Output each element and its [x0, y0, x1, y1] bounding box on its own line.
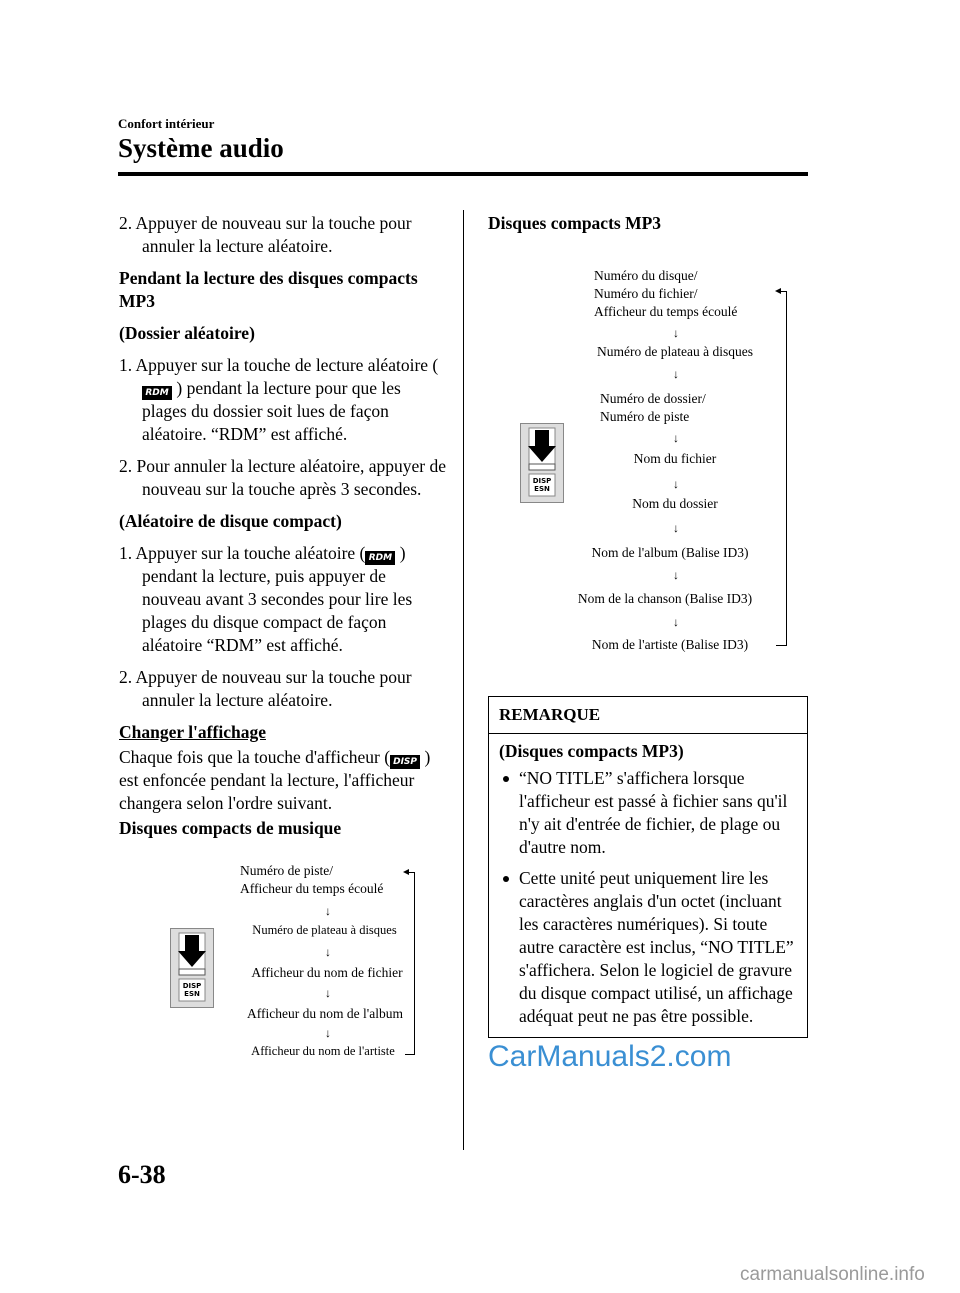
device-label: DISP ESN: [532, 477, 552, 493]
step-text-b: ) pendant la lecture, puis appuyer de nouveau avant 3 secondes pour lire les plages du disque compact de façon aléatoire “RDM” est affiché.: [142, 543, 413, 655]
down-arrow-icon: ↓: [673, 568, 679, 582]
flow-item: Nom de la chanson (Balise ID3): [577, 591, 753, 606]
step-disc-random-2: 2. Appuyer de nouveau sur la touche pour annuler la lecture aléatoire.: [119, 667, 412, 710]
note-box: [488, 696, 808, 1038]
display-paragraph: [119, 746, 449, 815]
flow-item: Numéro de plateau à disques: [597, 344, 753, 359]
rdm-button-icon: RDM: [365, 551, 395, 565]
loop-line: [780, 291, 787, 292]
note-bullet: [499, 867, 801, 1028]
heading-mp3-playback: Pendant la lecture des disques compacts MP3: [119, 268, 418, 311]
music-display-diagram: [170, 862, 430, 1062]
display-button-device: [170, 928, 214, 1008]
column-divider: [463, 210, 464, 1150]
loop-line: [776, 645, 787, 646]
down-arrow-icon: ↓: [325, 904, 331, 918]
loop-line: [414, 872, 415, 1054]
step-text-b: ) pendant la lecture pour que les plages du dossier soit lues de façon aléatoire. “RDM” est affiché.: [142, 378, 401, 444]
note-bullet: [499, 767, 801, 859]
header-rule: [118, 172, 808, 176]
flow-item: Numéro de piste: [600, 409, 690, 424]
note-title: REMARQUE: [489, 697, 807, 734]
left-column: [119, 212, 449, 849]
page-title: Système audio: [118, 133, 284, 163]
para-text-b: ) est enfoncée pendant la lecture, l'afficheur changera selon l'ordre suivant.: [119, 747, 431, 813]
rdm-button-icon: RDM: [142, 386, 172, 400]
flow-item: Nom du fichier: [633, 451, 717, 466]
bullet-text: “NO TITLE” s'affichera lorsque l'afficheur est passé à fichier sans qu'il n'y ait d'entrée de fichier, de plage ou d'autre nom.: [519, 768, 788, 857]
loop-arrowhead-icon: [403, 869, 409, 875]
down-arrow-icon: ↓: [673, 615, 679, 629]
bullet-text: Cette unité peut uniquement lire les caractères anglais d'un octet (incluant les caractères numériques). Si toute autre caractère est inclus, “NO TITLE” s'affichera. Selon le logiciel de gravure du disque compact utilisé, un affichage adéquat peut ne pas être possible.: [519, 868, 794, 1026]
section-label: Confort intérieur: [118, 116, 215, 131]
flow-item: Numéro de piste/: [240, 863, 333, 878]
device-label: DISP ESN: [182, 982, 202, 998]
step-disc-random-1: [119, 542, 449, 657]
flow-item: Numéro de plateau à disques: [252, 923, 397, 937]
loop-arrowhead-icon: [775, 288, 781, 294]
down-arrow-icon: ↓: [673, 367, 679, 381]
flow-item: Numéro de dossier/: [600, 391, 706, 406]
footer-site: carmanualsonline.info: [740, 1264, 925, 1285]
flow-item: Nom du dossier: [632, 496, 718, 511]
flow-item: Afficheur du nom de l'album: [247, 1006, 403, 1021]
watermark-logo: CarManuals2.com: [488, 1040, 732, 1073]
step-text-a: 1. Appuyer sur la touche de lecture aléatoire (: [119, 355, 439, 375]
flow-item: Afficheur du nom de fichier: [251, 965, 403, 980]
down-arrow-icon: ↓: [673, 326, 679, 340]
down-arrow-icon: ↓: [673, 477, 679, 491]
flow-item: Numéro du fichier/: [594, 286, 698, 301]
page-number: 6-38: [118, 1160, 166, 1189]
para-text-a: Chaque fois que la touche d'afficheur (: [119, 747, 391, 767]
step-folder-random-1: [119, 354, 449, 446]
loop-line: [405, 1054, 415, 1055]
down-arrow-icon: ↓: [325, 1026, 331, 1040]
step-folder-random-2: 2. Pour annuler la lecture aléatoire, appuyer de nouveau sur la touche après 3 secondes.: [119, 456, 447, 499]
flow-item: Numéro du disque/: [594, 268, 698, 283]
loop-line: [408, 872, 415, 873]
flow-item: Afficheur du nom de l'artiste: [251, 1044, 395, 1058]
down-arrow-icon: ↓: [673, 431, 679, 445]
flow-item: Nom de l'artiste (Balise ID3): [591, 637, 749, 652]
heading-mp3-cd: Disques compacts MP3: [488, 213, 662, 233]
note-subtitle: (Disques compacts MP3): [499, 741, 684, 761]
heading-folder-random: (Dossier aléatoire): [119, 323, 255, 343]
right-column: [488, 212, 808, 244]
step-text-a: 1. Appuyer sur la touche aléatoire (: [119, 543, 366, 563]
note-body: [489, 734, 807, 1028]
down-arrow-icon: ↓: [325, 986, 331, 1000]
heading-music-cd: Disques compacts de musique: [119, 818, 342, 838]
disp-button-icon: DISP: [390, 755, 420, 769]
flow-item: Afficheur du temps écoulé: [240, 881, 384, 896]
heading-disc-random: (Aléatoire de disque compact): [119, 511, 342, 531]
down-arrow-icon: ↓: [325, 945, 331, 959]
mp3-display-diagram: [520, 267, 790, 657]
bullet-icon: [503, 776, 509, 782]
display-button-device: [520, 423, 564, 503]
loop-line: [786, 291, 787, 645]
flow-item: Nom de l'album (Balise ID3): [591, 545, 749, 560]
heading-change-display: Changer l'affichage: [119, 722, 266, 742]
down-arrow-icon: ↓: [673, 521, 679, 535]
step-cancel-random: 2. Appuyer de nouveau sur la touche pour annuler la lecture aléatoire.: [119, 213, 412, 256]
flow-item: Afficheur du temps écoulé: [594, 304, 738, 319]
bullet-icon: [503, 876, 509, 882]
